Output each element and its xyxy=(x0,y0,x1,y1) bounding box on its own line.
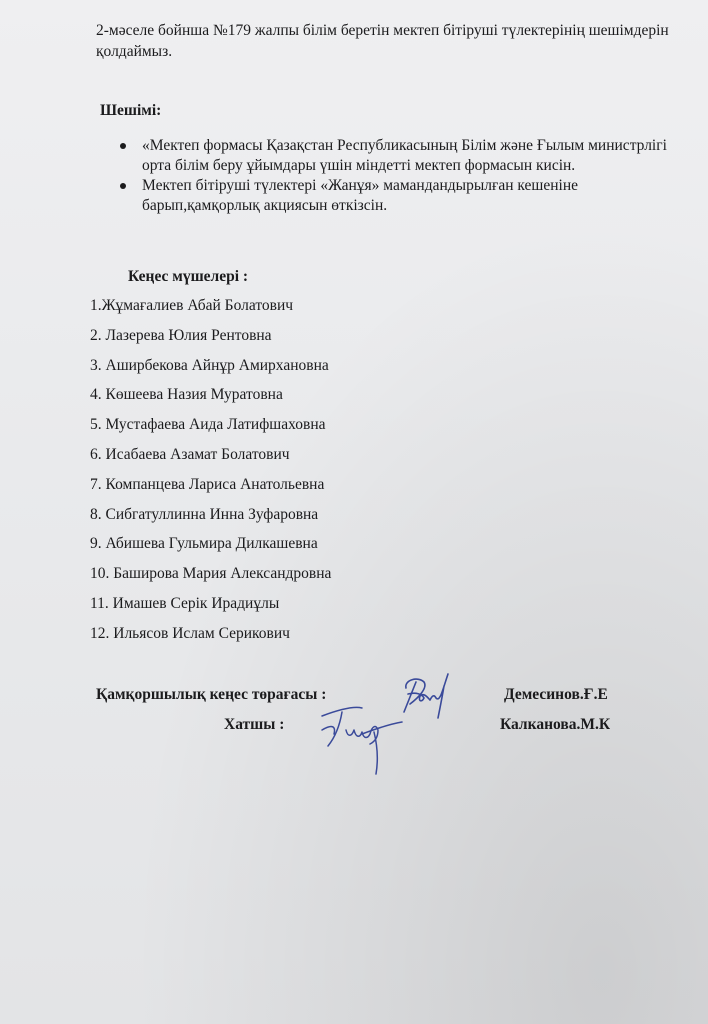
bullet-icon xyxy=(120,143,126,149)
decision-heading: Шешімі: xyxy=(100,102,162,119)
decision-item xyxy=(120,176,680,216)
secretary-signature xyxy=(318,702,408,778)
member-item: 7. Компанцева Лариса Анатольевна xyxy=(90,475,325,493)
member-item: 6. Исабаева Азамат Болатович xyxy=(90,445,290,463)
decision-text: «Мектеп формасы Қазақстан Республикасының Білім және Ғылым министрлігі орта білім беру ұйымдары үшін міндетті мектеп формасын кисін. xyxy=(142,137,667,174)
member-item: 8. Сибгатуллинна Инна Зуфаровна xyxy=(90,505,319,523)
member-item: 4. Көшеева Назия Муратовна xyxy=(90,386,283,404)
member-item: 11. Имашев Серік Ирадиұлы xyxy=(90,594,280,612)
secretary-name: Калканова.М.К xyxy=(500,716,611,733)
member-item: 1.Жұмағалиев Абай Болатович xyxy=(90,297,294,314)
members-heading: Кеңес мүшелері : xyxy=(128,268,249,285)
intro-paragraph: 2-мәселе бойнша №179 жалпы білім беретін мектеп бітіруші түлектерінің шешімдерін қолдаймыз. xyxy=(96,22,669,60)
bullet-icon xyxy=(120,183,126,189)
member-item: 9. Абишева Гульмира Дилкашевна xyxy=(90,535,318,553)
decision-text: Мектеп бітіруші түлектері «Жанұя» мамандандырылған кешеніне барып,қамқорлық акциясын өткізсін. xyxy=(142,177,579,214)
member-item: 12. Ильясов Ислам Серикович xyxy=(90,624,290,642)
chair-name: Демесинов.Ғ.Е xyxy=(504,686,608,703)
member-list xyxy=(90,296,331,654)
chair-label: Қамқоршылық кеңес төрағасы : xyxy=(96,686,327,703)
member-item: 5. Мустафаева Аида Латифшаховна xyxy=(90,416,326,434)
decision-item xyxy=(120,136,680,176)
member-item: 3. Аширбекова Айнұр Амирхановна xyxy=(90,356,329,374)
member-item: 2. Лазерева Юлия Рентовна xyxy=(90,326,272,344)
secretary-label: Хатшы : xyxy=(224,716,285,733)
decision-list xyxy=(120,136,680,216)
member-item: 10. Баширова Мария Александровна xyxy=(90,565,332,583)
